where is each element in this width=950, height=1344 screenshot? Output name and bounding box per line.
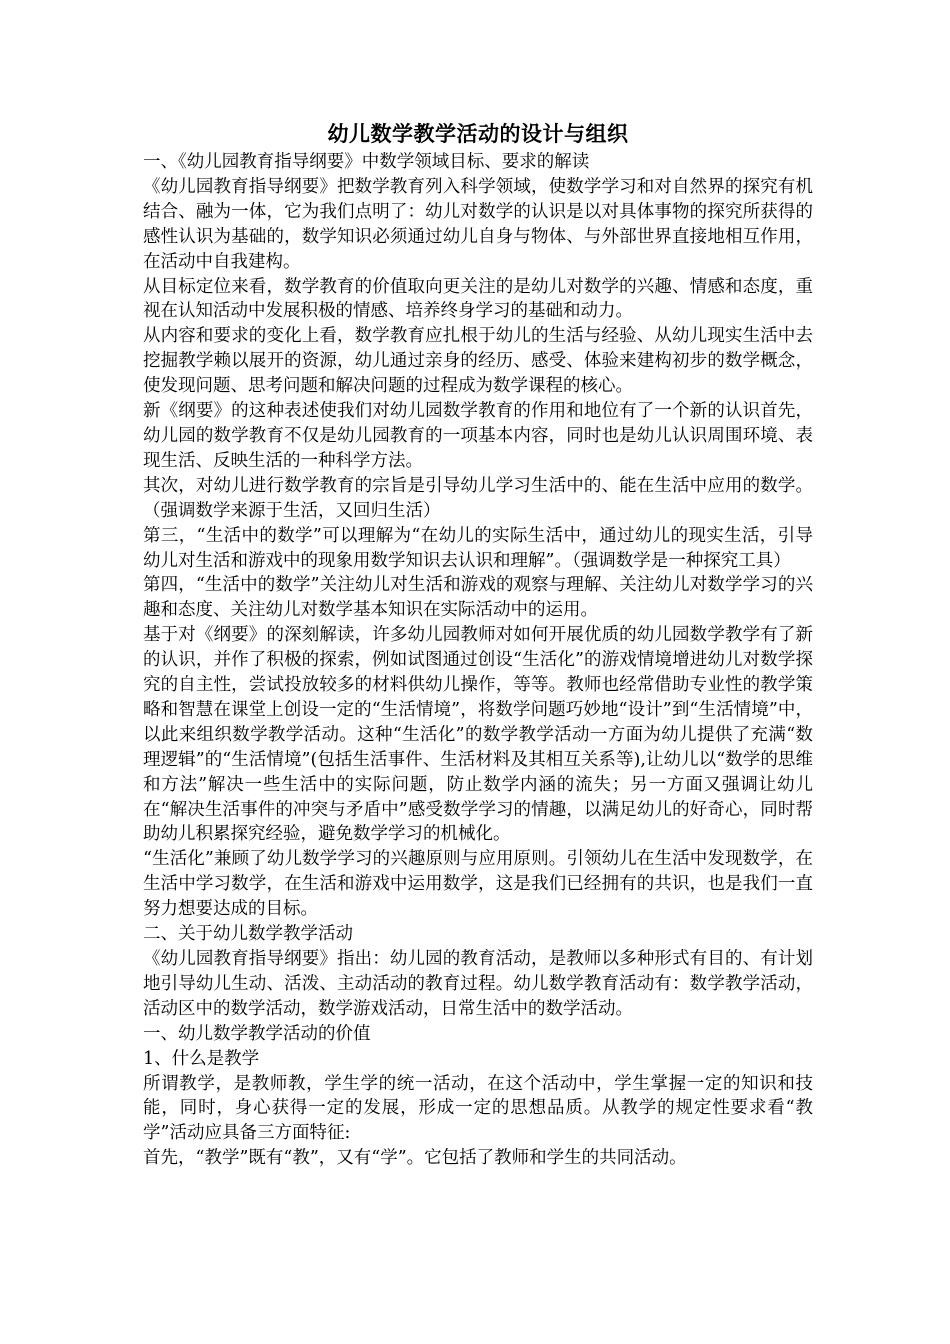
- paragraph: 所谓教学，是教师教，学生学的统一活动，在这个活动中，学生掌握一定的知识和技能，同时，身心获得一定的发展，形成一定的思想品质。从教学的规定性要求看“教学”活动应具备三方面特征:: [143, 1073, 813, 1144]
- paragraph: 《幼儿园教育指导纲要》把数学教育列入科学领域，使数学学习和对自然界的探究有机结合、融为一体，它为我们点明了：幼儿对数学的认识是以对具体事物的探究所获得的感性认识为基础的，数学知识必须通过幼儿自身与物体、与外部世界直接地相互作用，在活动中自我建构。: [143, 176, 813, 272]
- paragraph: 从内容和要求的变化上看，数学教育应扎根于幼儿的生活与经验、从幼儿现实生活中去挖掘教学赖以展开的资源，幼儿通过亲身的经历、感受、体验来建构初步的数学概念，使发现问题、思考问题和解决问题的过程成为数学课程的核心。: [143, 326, 813, 397]
- paragraph: “生活化”兼顾了幼儿数学学习的兴趣原则与应用原则。引领幼儿在生活中发现数学，在生活中学习数学，在生活和游戏中运用数学，这是我们已经拥有的共识，也是我们一直努力想要达成的目标。: [143, 849, 813, 920]
- paragraph: 从目标定位来看，数学教育的价值取向更关注的是幼儿对数学的兴趣、情感和态度，重视在认知活动中发展积极的情感、培养终身学习的基础和动力。: [143, 276, 813, 322]
- document-body: [143, 118, 813, 1171]
- paragraph: 《幼儿园教育指导纲要》指出：幼儿园的教育活动，是教师以多种形式有目的、有计划地引导幼儿生动、活泼、主动活动的教育过程。幼儿数学教育活动有：数学教学活动，活动区中的数学活动，数学游戏活动，日常生活中的数学活动。: [143, 949, 813, 1019]
- section-heading-1: 一、《幼儿园教育指导纲要》中数学领域目标、要求的解读: [143, 152, 590, 172]
- paragraph: 第四，“生活中的数学”关注幼儿对生活和游戏的观察与理解、关注幼儿对数学学习的兴趣和态度、关注幼儿对数学基本知识在实际活动中的运用。: [143, 575, 813, 621]
- paragraph: 基于对《纲要》的深刻解读，许多幼儿园教师对如何开展优质的幼儿园数学教学有了新的认识，并作了积极的探索，例如试图通过创设“生活化”的游戏情境增进幼儿对数学探究的自主性，尝试投放较多的材料供幼儿操作，等等。教师也经常借助专业性的教学策略和智慧在课堂上创设一定的“生活情境”，将数学问题巧妙地“设计”到“生活情境”中，以此来组织数学教学活动。这种“生活化”的数学教学活动一方面为幼儿提供了充满“数理逻辑”的“生活情境”(包括生活事件、生活材料及其相互关系等),让幼儿以“数学的思维和方法”解决一些生活中的实际问题，防止数学内涵的流失；另一方面又强调让幼儿在“解决生活事件的冲突与矛盾中”感受数学学习的情趣，以满足幼儿的好奇心，同时帮助幼儿积累探究经验，避免数学学习的机械化。: [143, 625, 813, 845]
- subsection-heading: 1、什么是教学: [143, 1048, 260, 1069]
- paragraph: 首先，“教学”既有“教”，又有“学”。它包括了教师和学生的共同活动。: [143, 1148, 687, 1169]
- paragraph: 新《纲要》的这种表述使我们对幼儿园数学教育的作用和地位有了一个新的认识首先，幼儿园的数学教育不仅是幼儿园教育的一项基本内容，同时也是幼儿认识周围环境、表现生活、反映生活的一种科学方法。: [143, 401, 813, 471]
- paragraph: 其次，对幼儿进行数学教育的宗旨是引导幼儿学习生活中的、能在生活中应用的数学。（强调数学来源于生活，又回归生活）: [143, 475, 813, 521]
- document-title: 幼儿数学教学活动的设计与组织: [327, 121, 629, 146]
- section-heading-2: 二、关于幼儿数学教学活动: [143, 924, 353, 945]
- paragraph: 第三，“生活中的数学”可以理解为“在幼儿的实际生活中，通过幼儿的现实生活，引导幼儿对生活和游戏中的现象用数学知识去认识和理解”。（强调数学是一种探究工具）: [143, 525, 813, 571]
- subsection-heading: 一、幼儿数学教学活动的价值: [143, 1023, 371, 1044]
